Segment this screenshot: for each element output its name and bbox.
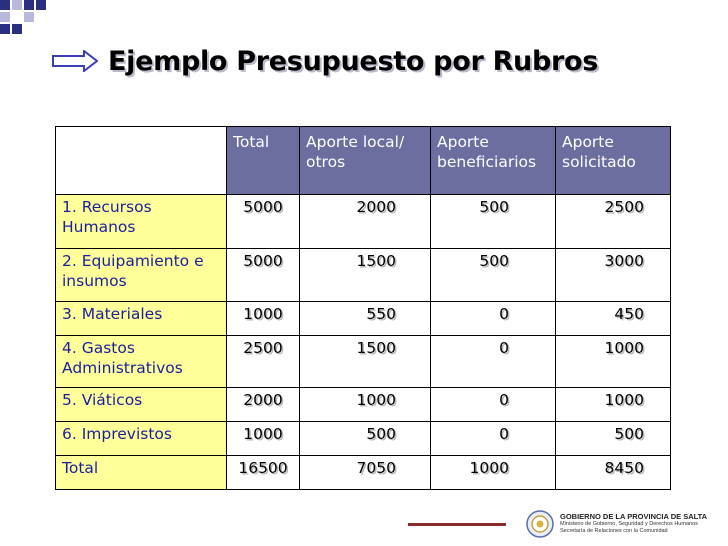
cell-total: 5000 <box>227 195 300 249</box>
table-row <box>56 249 671 302</box>
org-name: GOBIERNO DE LA PROVINCIA DE SALTA <box>560 512 708 521</box>
page-title: Ejemplo Presupuesto por Rubros <box>108 45 599 77</box>
cell-aporte-beneficiarios: 0 <box>431 336 556 388</box>
cell-aporte-solicitado: 3000 <box>556 249 671 302</box>
row-label: 1. Recursos Humanos <box>56 195 227 249</box>
cell-aporte-solicitado: 500 <box>556 422 671 456</box>
table-total-row <box>56 456 671 490</box>
provincial-seal-icon <box>526 510 554 538</box>
cell-aporte-solicitado: 1000 <box>556 336 671 388</box>
decor-square <box>0 12 10 22</box>
table-row <box>56 422 671 456</box>
budget-table <box>55 126 671 490</box>
row-label: 5. Viáticos <box>56 388 227 422</box>
cell-total: 5000 <box>227 249 300 302</box>
table-row <box>56 195 671 249</box>
decor-square <box>12 0 22 10</box>
cell-aporte-solicitado: 8450 <box>556 456 671 490</box>
header-cell-aporte-solicitado: Aporte solicitado <box>556 127 671 195</box>
footer-divider <box>408 523 506 526</box>
cell-total: 1000 <box>227 422 300 456</box>
org-secretariat: Secretaría de Relaciones con la Comunidad <box>560 528 668 534</box>
row-label: 3. Materiales <box>56 302 227 336</box>
cell-total: 1000 <box>227 302 300 336</box>
header-cell-aporte-beneficiarios: Aporte beneficiarios <box>431 127 556 195</box>
cell-aporte-beneficiarios: 0 <box>431 388 556 422</box>
cell-aporte-local: 2000 <box>300 195 431 249</box>
cell-aporte-solicitado: 450 <box>556 302 671 336</box>
decor-square <box>24 0 34 10</box>
decor-square <box>24 12 34 22</box>
cell-aporte-local: 1500 <box>300 249 431 302</box>
cell-aporte-beneficiarios: 0 <box>431 422 556 456</box>
title-row <box>52 44 598 78</box>
arrow-right-icon <box>52 50 98 72</box>
cell-aporte-local: 550 <box>300 302 431 336</box>
cell-aporte-beneficiarios: 500 <box>431 195 556 249</box>
header-cell-aporte-local: Aporte local/ otros <box>300 127 431 195</box>
cell-aporte-solicitado: 2500 <box>556 195 671 249</box>
row-label: 2. Equipamiento e insumos <box>56 249 227 302</box>
cell-aporte-beneficiarios: 0 <box>431 302 556 336</box>
cell-total: 16500 <box>227 456 300 490</box>
cell-aporte-local: 7050 <box>300 456 431 490</box>
decor-square <box>12 24 22 34</box>
table-row <box>56 388 671 422</box>
cell-aporte-local: 1500 <box>300 336 431 388</box>
decor-square <box>0 0 10 10</box>
header-cell-total: Total <box>227 127 300 195</box>
table-header-row <box>56 127 671 195</box>
cell-aporte-beneficiarios: 500 <box>431 249 556 302</box>
government-logo-text <box>560 512 707 535</box>
org-ministry: Ministerio de Gobierno, Seguridad y Derechos Humanos <box>560 521 698 527</box>
cell-aporte-local: 500 <box>300 422 431 456</box>
cell-aporte-solicitado: 1000 <box>556 388 671 422</box>
cell-aporte-local: 1000 <box>300 388 431 422</box>
table-row <box>56 336 671 388</box>
header-cell-empty <box>56 127 227 195</box>
cell-total: 2000 <box>227 388 300 422</box>
row-label: 4. Gastos Administrativos <box>56 336 227 388</box>
row-label: 6. Imprevistos <box>56 422 227 456</box>
table-row <box>56 302 671 336</box>
decor-square <box>0 24 10 34</box>
row-label: Total <box>56 456 227 490</box>
cell-total: 2500 <box>227 336 300 388</box>
decor-square <box>36 0 46 10</box>
cell-aporte-beneficiarios: 1000 <box>431 456 556 490</box>
